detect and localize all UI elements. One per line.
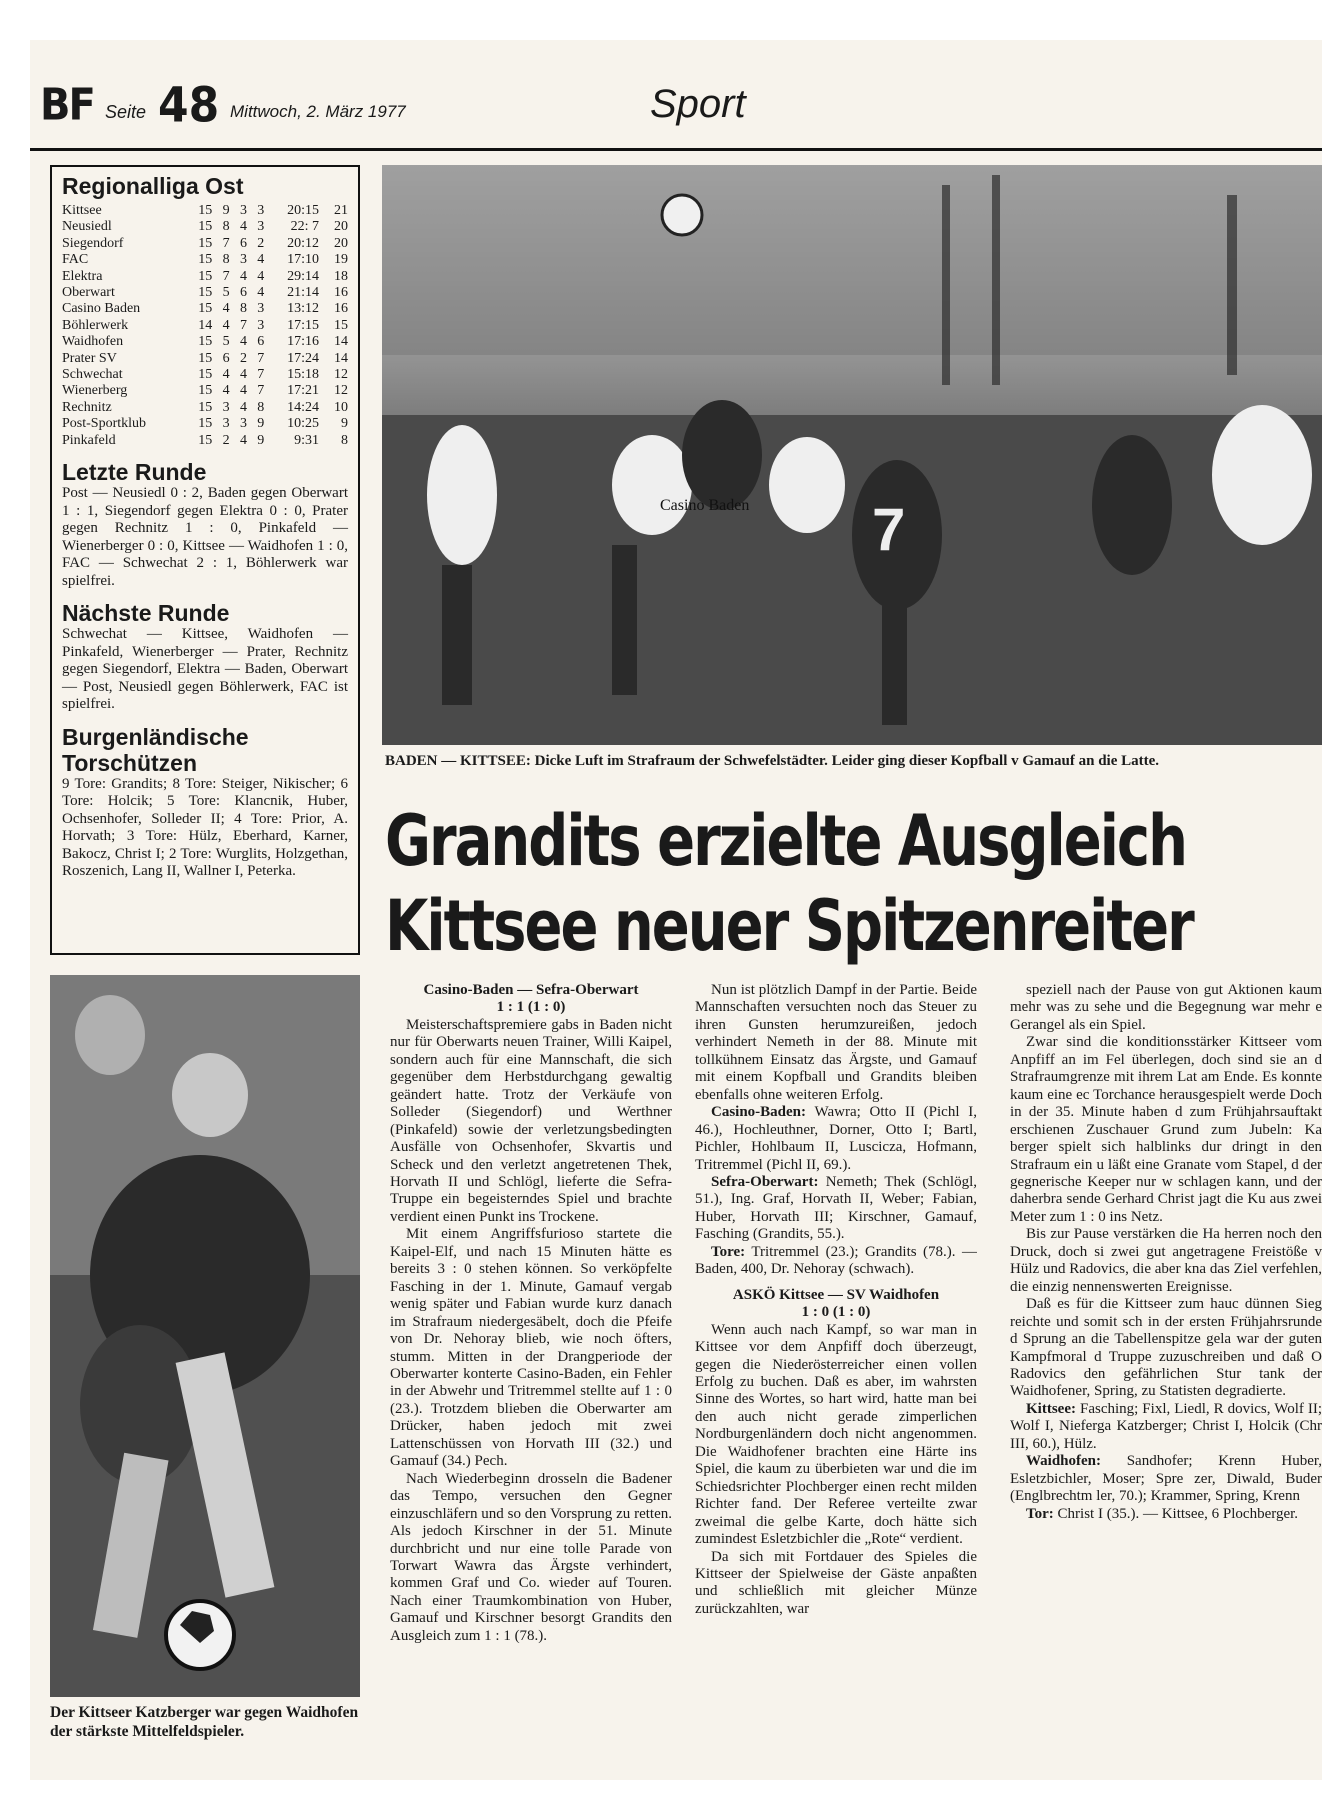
standings-cell-pkt: 16	[334, 285, 348, 301]
standings-cell-team: Elektra	[62, 268, 103, 284]
standings-row	[62, 400, 348, 416]
col1-paragraph-2: Mit einem Angriffsfuriosо startete die Kaipel-Elf, und nach 15 Minuten hätte es bereits 3 : 0 stehen können. So verköpfelte Fasching in der 1. Minute, Gamauf vergab wenig später und Fabian wurde kurz danach im Strafraum niedergesäbelt, doch die Pfeife von Dr. Nehoray blieb, wie noch öfters, stumm. Mitten in der Drangperiode der Oberwarter konterte Casino-Baden, ein Fehler in der Abwehr und Tritremmel stellte auf 1 : 0 (23.). Trotzdem blieben die Oberwarter am Drücker, haben jedoch mit zwei Lattenschüssen von Horvath III (32.) und Gamauf (34.) Pech.	[390, 1226, 672, 1470]
standings-cell-pkt: 19	[334, 252, 348, 268]
standings-cell-n: 3	[257, 203, 265, 218]
standings-cell-n: 7	[257, 350, 265, 366]
standings-cell-tore: 17:15	[287, 317, 320, 333]
standings-row	[62, 252, 348, 268]
standings-cell-tore: 17:10	[287, 252, 320, 268]
scorers-title: Burgenländische Torschützen	[62, 723, 249, 776]
standings-cell-pkt: 20	[334, 235, 348, 251]
next-round-text: Schwechat — Kittsee, Waidhofen — Pinkafeld, Wienerberger — Prater, Rechnitz gegen Siegendorf, Elektra — Baden, Oberwart — Post, Neusiedl gegen Böhlerwerk, FAC ist spielfrei.	[62, 626, 348, 713]
last-round-text: Post — Neusiedl 0 : 2, Baden gegen Oberwart 1 : 1, Siegendorf gegen Elektra 0 : 0, Prater gegen Rechnitz 1 : 0, Pinkafeld — Wienerberger 0 : 0, Kittsee — Waidhofen 1 : 0, FAC — Schwechat 2 : 1, Böhlerwerk war spielfrei.	[62, 485, 348, 589]
match-photo-image	[382, 165, 1322, 745]
standings-cell-u: 6	[239, 285, 247, 301]
issue-date: Mittwoch, 2. März 1977	[230, 102, 406, 121]
standings-cell-s: 8	[222, 219, 230, 235]
match1-title: Casino-Baden — Sefra-Oberwart	[423, 982, 639, 998]
standings-row	[62, 301, 348, 317]
standings-cell-u: 2	[239, 350, 247, 366]
standings-cell-s: 7	[222, 235, 230, 251]
standings-cell-pkt: 16	[334, 301, 348, 317]
standings-cell-s: 4	[222, 317, 230, 333]
standings-cell-tore: 20:12	[287, 235, 320, 251]
standings-cell-u: 4	[239, 268, 247, 284]
standings-row	[62, 285, 348, 301]
standings-cell-pkt: 21	[334, 203, 348, 218]
standings-cell-u: 4	[239, 219, 247, 235]
standings-cell-team: Oberwart	[62, 285, 115, 301]
last-round-title: Letzte Runde	[62, 459, 207, 486]
standings-cell-team: Böhlerwerk	[62, 317, 129, 333]
standings-cell-s: 9	[222, 203, 230, 218]
standings-cell-sp: 15	[198, 416, 213, 432]
photo-caption-left: Der Kittseer Katzberger war gegen Waidhofen der stärkste Mittelfeldspieler.	[50, 1704, 359, 1740]
standings-cell-tore: 17:24	[287, 350, 320, 366]
standings-cell-sp: 15	[198, 252, 213, 268]
standings-cell-pkt: 12	[334, 367, 348, 383]
player-photo-image	[50, 975, 360, 1697]
standings-row	[62, 383, 348, 399]
match1-score: 1 : 1 (1 : 0)	[496, 999, 566, 1016]
standings-cell-pkt: 14	[334, 350, 348, 366]
standings-cell-n: 4	[257, 252, 265, 268]
standings-cell-u: 3	[239, 416, 247, 432]
standings-cell-u: 4	[239, 367, 247, 383]
standings-cell-u: 3	[239, 203, 247, 218]
photo-caption-top: BADEN — KITTSEE: Dicke Luft im Strafraum der Schwefelstädter. Leider ging dieser Kopfball v Gamauf an die Latte.	[385, 753, 1160, 769]
standings-cell-u: 4	[239, 334, 247, 350]
standings-row	[62, 269, 348, 285]
header-rule	[30, 148, 1322, 151]
standings-cell-sp: 15	[198, 367, 213, 383]
standings-row	[62, 334, 348, 350]
standings-cell-team: Siegendorf	[62, 235, 124, 251]
jersey-number: 7	[872, 496, 906, 563]
standings-cell-tore: 29:14	[287, 268, 320, 284]
standings-cell-team: Pinkafeld	[62, 432, 116, 448]
standings-cell-tore: 15:18	[287, 367, 320, 383]
next-round-title: Nächste Runde	[62, 600, 230, 627]
standings-cell-team: FAC	[62, 252, 89, 268]
col1-paragraph-3: Nach Wiederbeginn drosseln die Badener das Tempo, versuchen den Gegner einzuschläfern und so den Vorsprung zu retten. Als jedoch Kirschner in der 51. Minute durchbricht und nur eine tolle Parade von Torwart Wawra das Ärgste verhindert, kommen Graf und Co. wieder auf Touren. Nach einer Traumkombination von Huber, Gamauf und Kirschner besorgt Grandits den Ausgleich zum 1 : 1 (78.).	[390, 1470, 672, 1644]
standings-cell-team: Prater SV	[62, 350, 117, 366]
standings-row	[62, 367, 348, 383]
standings-cell-s: 8	[222, 252, 230, 268]
headline-line-1: Grandits erzielte Ausgleich	[385, 801, 1186, 883]
article-column-3	[1010, 982, 1322, 1782]
standings-cell-team: Kittsee	[62, 203, 102, 218]
standings-cell-s: 5	[222, 334, 230, 350]
standings-row	[62, 433, 348, 449]
standings-cell-n: 4	[257, 285, 265, 301]
standings-cell-pkt: 12	[334, 383, 348, 399]
standings-cell-n: 9	[257, 432, 265, 448]
player-photo	[50, 975, 360, 1697]
standings-cell-tore: 10:25	[287, 416, 320, 432]
standings-cell-n: 2	[257, 235, 265, 251]
page-number: 48	[158, 77, 220, 134]
standings-cell-s: 3	[222, 399, 230, 415]
standings-cell-tore: 14:24	[287, 399, 320, 415]
standings-cell-s: 4	[222, 301, 230, 317]
standings-cell-tore: 9:31	[294, 432, 320, 448]
standings-cell-n: 3	[257, 317, 265, 333]
article-column-2	[695, 982, 977, 1782]
col1-paragraph-1: Meisterschaftspremiere gabs in Baden nicht nur für Oberwarts neuen Trainer, Willi Kaipel, sondern auch für eine Mannschaft, die sich gegenüber dem Herbstdurchgang gewaltig geändert hatte. Trotz der Verkäufe von Solleder (Siegendorf) und Werthner (Pinkafeld) sowie der verletzungsbedingten Ausfälle von Ochsenhofer, Skvartis und Scheck und den verletzt angetretenen Thek, Horvath II und Schlögl, lieferte die Sefra-Truppe ein begeisterndes Spiel und brachte verdient einen Punkt ins Trockene.	[390, 1016, 672, 1225]
standings-cell-s: 4	[222, 367, 230, 383]
standings-cell-sp: 15	[198, 399, 213, 415]
standings-cell-tore: 17:16	[287, 334, 320, 350]
standings-cell-n: 6	[257, 334, 265, 350]
standings-cell-sp: 15	[198, 334, 213, 350]
standings-cell-pkt: 15	[334, 317, 348, 333]
standings-cell-s: 5	[222, 285, 230, 301]
col2-paragraph-1: Nun ist plötzlich Dampf in der Partie. Beide Mannschaften versuchten noch das Steuer zu ihren Gunsten herumzureißen, jedoch verhindert Nemeth in der 88. Minute mit tollkühnem Einsatz das Ärgste, und Gamauf mit einem Kopfball und Grandits bleiben ebenfalls ohne weiteren Erfolg.	[695, 982, 977, 1103]
standings-row	[62, 351, 348, 367]
jersey-text: Casino Baden	[660, 497, 750, 514]
standings-row	[62, 416, 348, 432]
lineup-waidhofen: Waidhofen: Sandhofer; Krenn Huber, Esletzbichler, Moser; Spre zer, Diwald, Buder (Englbrechtm ler, 70.); Krammer, Spring, Krenn	[1010, 1453, 1322, 1505]
paper-logo: BF	[40, 79, 94, 131]
article-column-1	[390, 982, 672, 1782]
league-sidebar	[50, 165, 360, 955]
standings-title: Regionalliga Ost	[62, 173, 244, 199]
scorers-text: 9 Tore: Grandits; 8 Tore: Steiger, Nikischer; 6 Tore: Holcik; 5 Tore: Klancnik, Huber, Ochsenhofer, Solleder II; 4 Tore: Prior, A. Horvath; 3 Tore: Hülz, Eberhard, Karner, Bakocz, Christ I; 2 Tore: Wurglits, Holzgethan, Roszenich, Lang II, Wallner I, Peterka.	[62, 775, 348, 880]
standings-cell-pkt: 20	[334, 219, 348, 235]
standings-cell-n: 8	[257, 399, 265, 415]
masthead	[30, 77, 1310, 140]
standings-cell-sp: 15	[198, 219, 213, 235]
standings-cell-sp: 15	[198, 235, 213, 251]
standings-cell-tore: 21:14	[287, 285, 320, 301]
standings-cell-s: 3	[222, 416, 230, 432]
standings-cell-n: 9	[257, 416, 265, 432]
standings-cell-u: 4	[239, 383, 247, 399]
headline	[385, 800, 1315, 970]
seite-label: Seite	[105, 102, 147, 122]
standings-cell-team: Casino Baden	[62, 301, 141, 317]
match-photo	[382, 165, 1322, 745]
standings-cell-n: 3	[257, 301, 265, 317]
standings-cell-sp: 15	[198, 268, 213, 284]
standings-cell-team: Post-Sportklub	[62, 416, 147, 432]
standings-cell-u: 3	[239, 252, 247, 268]
goals-match2: Tor: Christ I (35.). — Kittsee, 6 Plochberger.	[1026, 1505, 1299, 1522]
standings-cell-pkt: 14	[334, 334, 348, 350]
lineup-casino-baden: Casino-Baden: Wawra; Otto II (Pichl I, 46.), Hochleuthner, Dorner, Otto I; Bartl, Pichler, Hohlbaum II, Luscicza, Hofmann, Tritremmel (Pichl II, 69.).	[695, 1104, 977, 1173]
col2-paragraph-2: Wenn auch nach Kampf, so war man in Kittsee vor dem Anpfiff doch überzeugt, gegen die Niederösterreicher einen vollen Erfolg zu buchen. Daß es aber, im wahrsten Sinne des Wortes, so hart wird, hatte man bei den auch nicht gerade zimperlichen Nordburgenländern doch nicht angenommen. Die Waidhofener brachten eine Härte ins Spiel, die kaum zu überbieten war und die im Schiedsrichter Plochberger einen recht milden Richter fand. Der Referee verteilte zwar zweimal die gelbe Karte, doch hätte sich zumindest Esletzbichler die „Rote“ verdient.	[695, 1321, 977, 1548]
article-body	[390, 982, 1322, 1782]
match2-score: 1 : 0 (1 : 0)	[801, 1304, 871, 1321]
col3-paragraph-1: speziell nach der Pause von gut Aktionen kaum mehr was zu sehe und die Begegnung war mehr e Gerangel als ein Spiel.	[1010, 982, 1322, 1033]
standings-cell-s: 6	[222, 350, 230, 366]
standings-cell-tore: 17:21	[287, 383, 320, 399]
lineup-sefra-oberwart: Sefra-Oberwart: Nemeth; Thek (Schlögl, 51.), Ing. Graf, Horvath II, Weber; Fabian, Huber, Horvath III; Kirschner, Gamauf, Fasching (Grandits, 55.).	[695, 1173, 977, 1243]
goals-match1: Tore: Tritremmel (23.); Grandits (78.). — Baden, 400, Dr. Nehoray (schwach).	[695, 1243, 977, 1278]
col2-paragraph-3: Da sich mit Fortdauer des Spieles die Kittseer der Spielweise der Gäste anpaßten und schließlich mit gleicher Münze zurückzahlten, war	[695, 1548, 977, 1617]
standings-cell-s: 4	[222, 383, 230, 399]
standings-cell-team: Neusiedl	[62, 219, 112, 235]
col3-paragraph-2: Zwar sind die konditionsstärker Kittseer vom Anpfiff an im Fel überlegen, doch sind sie an d Strafraumgrenze mit ihrem Lat am Ende. Es konnte kaum eine ec Torchance herausgespielt werde Doch in der 35. Minute haben d zum Frühjahrsauftakt erschienen Zuschauer Grund zum Jubeln: Ka berger spielt sich halblinks dur dringt in den Strafraum ein u läßt eine Granate vom Stapel, d der gegnerische Keeper nur w schlagen kann, und der daherbra sende Gerhard Christ jagt die Ku aus zwei Meter zum 1 : 0 ins Netz.	[1010, 1034, 1322, 1225]
standings-cell-sp: 15	[198, 203, 213, 218]
standings-cell-s: 2	[222, 432, 230, 448]
standings-cell-team: Wienerberg	[62, 383, 128, 399]
standings-cell-u: 4	[239, 432, 247, 448]
standings-cell-sp: 15	[198, 285, 213, 301]
standings-cell-team: Waidhofen	[62, 334, 124, 350]
col3-paragraph-4: Daß es für die Kittseer zum hauc dünnen Sieg reichte und somit sch in der ersten Frühjahrsrunde d Sprung an die Tabellenspitze gela war der guten Kampfmoral d Truppe zuzuschreiben und daß O Radovics den gefährlichen Stur tank der Waidhofener, Spring, zu Statisten degradierte.	[1010, 1296, 1322, 1400]
standings-cell-sp: 15	[198, 383, 213, 399]
standings-cell-n: 3	[257, 219, 265, 235]
standings-cell-sp: 14	[198, 317, 213, 333]
standings-cell-sp: 15	[198, 432, 213, 448]
standings-cell-pkt: 18	[334, 268, 348, 284]
standings-cell-n: 7	[257, 367, 265, 383]
standings-cell-u: 7	[239, 317, 247, 333]
standings-cell-n: 7	[257, 383, 265, 399]
section-title: Sport	[650, 82, 746, 126]
standings-cell-tore: 20:15	[287, 203, 320, 218]
standings-cell-pkt: 9	[341, 416, 348, 432]
standings-row	[62, 219, 348, 235]
standings-cell-tore: 13:12	[287, 301, 320, 317]
standings-cell-sp: 15	[198, 301, 213, 317]
standings-cell-team: Schwechat	[62, 367, 123, 383]
standings-cell-pkt: 10	[334, 399, 348, 415]
standings-cell-n: 4	[257, 268, 265, 284]
standings-cell-u: 4	[239, 399, 247, 415]
standings-cell-u: 6	[239, 235, 247, 251]
standings-cell-team: Rechnitz	[62, 399, 112, 415]
standings-cell-u: 8	[239, 301, 247, 317]
standings-row	[62, 203, 348, 219]
standings-row	[62, 318, 348, 334]
col3-paragraph-3: Bis zur Pause verstärken die Ha herren noch den Druck, doch si zwei gut angetragene Freistöße v Hülz und Radovics, die aber kna das Ziel verfehlen, die einzig nennenswerten Ereignisse.	[1010, 1226, 1322, 1295]
standings-table	[62, 203, 348, 449]
standings-cell-tore: 22: 7	[290, 219, 320, 235]
standings-cell-sp: 15	[198, 350, 213, 366]
match2-title: ASKÖ Kittsee — SV Waidhofen	[732, 1286, 940, 1303]
standings-cell-pkt: 8	[341, 432, 348, 448]
standings-row	[62, 236, 348, 252]
lineup-kittsee: Kittsee: Fasching; Fixl, Liedl, R dovics, Wolf II; Wolf I, Nieferga Katzberger; Christ I, Holcik (Chr III, 60.), Hülz.	[1010, 1400, 1322, 1452]
standings-cell-s: 7	[222, 268, 230, 284]
headline-line-2: Kittsee neuer Spitzenreiter	[385, 886, 1193, 968]
